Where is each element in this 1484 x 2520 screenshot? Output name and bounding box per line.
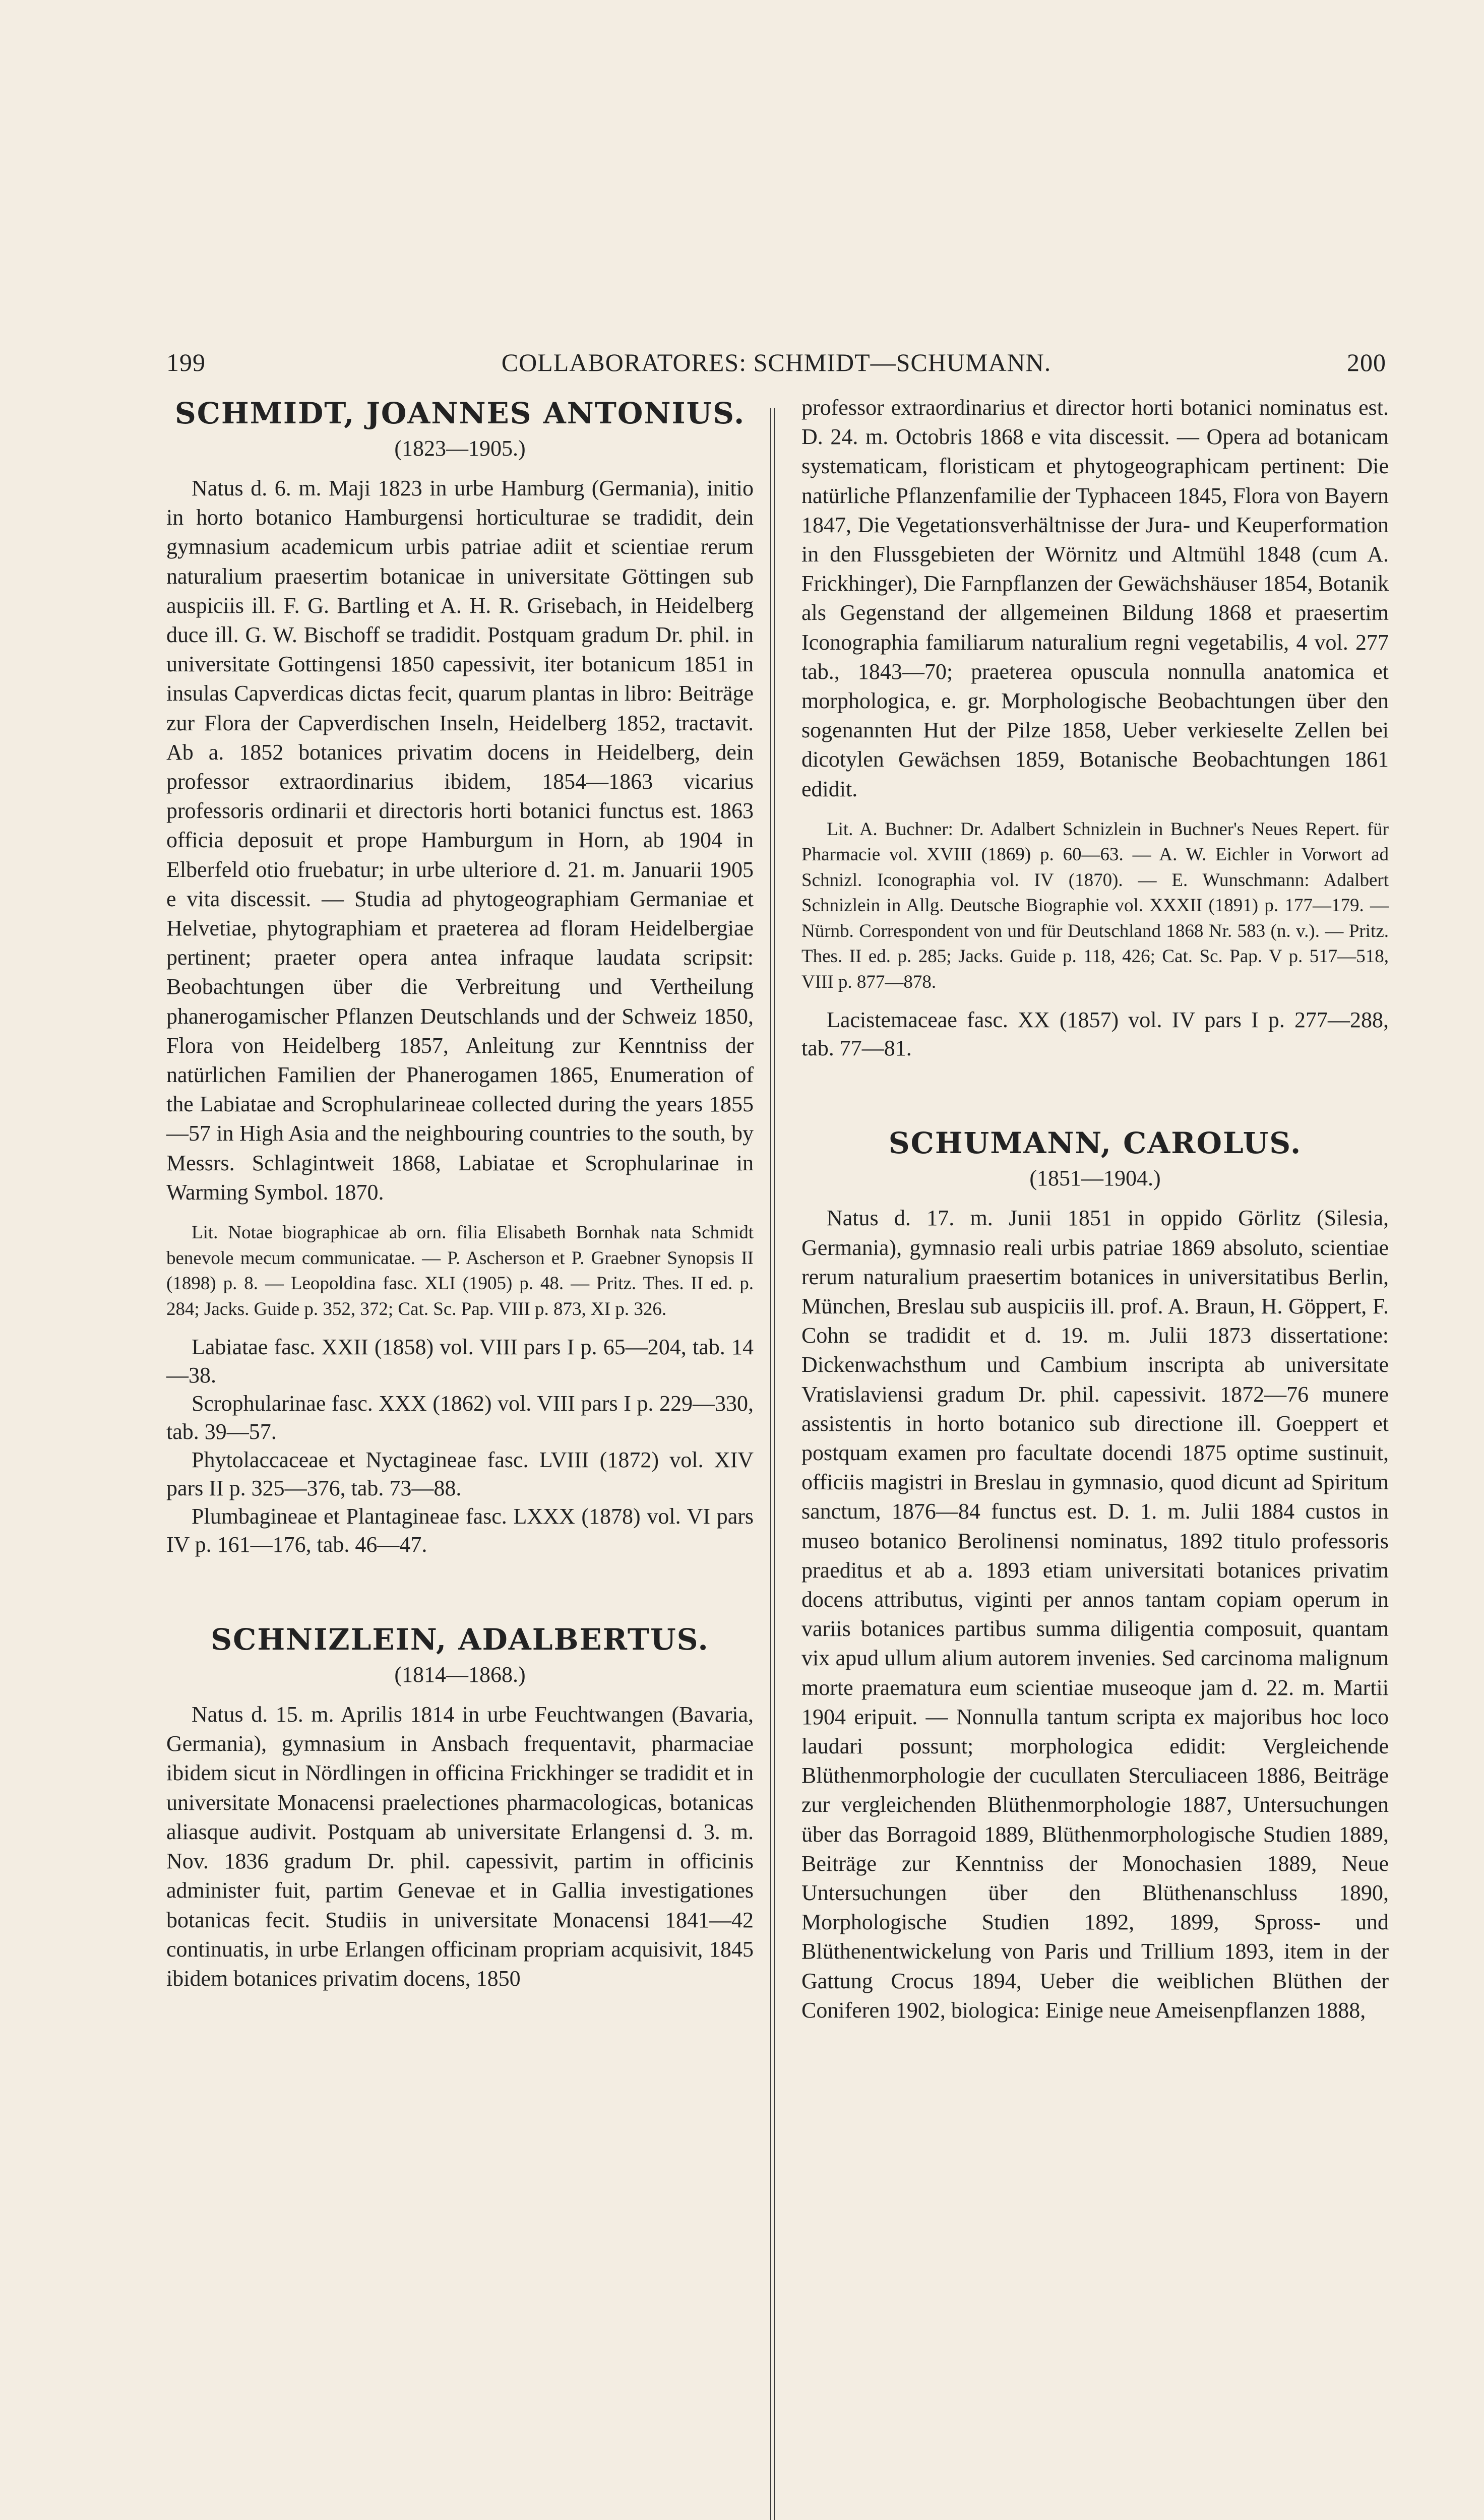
entry-schnizlein-continued <box>801 393 1389 1062</box>
entry-heading: SCHNIZLEIN, ADALBERTUS. <box>211 1622 709 1657</box>
entry-dates: (1823—1905.) <box>394 436 526 461</box>
entry-heading: SCHUMANN, CAROLUS. <box>888 1126 1302 1161</box>
fascicle-item: Labiatae fasc. XXII (1858) vol. VIII pars I p. 65—204, tab. 14—38. <box>166 1335 754 1388</box>
entry-biography: Natus d. 6. m. Maji 1823 in urbe Hamburg (Germania), initio in horto botanico Hamburgensi horticulturae se tradidit, dein gymnasium academicum urbis patriae adiit et scientiae rerum naturalium praesertim botanicae in universitate Göttingen sub auspiciis ill. F. G. Bartling et A. H. R. Grisebach, in Heidelberg duce ill. G. W. Bischoff se tradidit. Postquam gradum Dr. phil. in universitate Gottingensi 1850 capessivit, iter botanicum 1851 in insulas Capverdicas dictas fecit, quarum plantas in libro: Beiträge zur Flora der Capverdischen Inseln, Heidelberg 1852, tractavit. Ab a. 1852 botanices privatim docens in Heidelberg, dein professor extraordinarius ibidem, 1854—1863 vicarius professoris ordinarii et directoris horti botanici functus est. 1863 officia deposuit et prope Hamburgum in Horn, ab 1904 in Elberfeld otio fruebatur; in urbe ulteriore d. 21. m. Januarii 1905 e vita discessit. — Studia ad phytogeographiam Germaniae et Helvetiae, phytographiam et praeterea ad floram Heidelbergiae pertinent; praeter opera antea infraque laudata scripsit: Beobachtungen über die Verbreitung und Vertheilung phanerogamischer Pflanzen Deutschlands und der Schweiz 1850, Flora von Heidelberg 1857, Anleitung zur Kenntniss der natürlichen Familien der Phanerogamen 1865, Enumeration of the Labiatae and Scrophularineae collected during the years 1855—57 in High Asia and the neighbouring countries to the south, by Messrs. Schlagintweit 1868, Labiatae et Scrophularinae in Warming Symbol. 1870. <box>166 476 754 1205</box>
entry-biography: Natus d. 15. m. Aprilis 1814 in urbe Feuchtwangen (Bavaria, Germania), gymnasium in Ansbach frequentavit, pharmaciae ibidem sicut in Nördlingen in officina Frickhinger se tradidit et in universitate Monacensi praelectiones pharmacologicas, botanicas aliasque audivit. Postquam ab universitate Erlangensi d. 3. m. Nov. 1836 gradum Dr. phil. capessivit, partim in officinis administer fuit, partim Genevae et in Gallia investigationes botanicas fecit. Studiis in universitate Monacensi 1841—42 continuatis, in urbe Erlangen officinam propriam acquisivit, 1845 ibidem botanices privatim docens, 1850 <box>166 1702 754 1991</box>
entry-dates: (1814—1868.) <box>394 1662 526 1687</box>
page-number-right: 200 <box>1347 348 1386 376</box>
entry-schumann <box>801 1123 1389 2025</box>
fascicle-list <box>801 1006 1389 1062</box>
entry-biography: Natus d. 17. m. Junii 1851 in oppido Görlitz (Silesia, Germania), gymnasio reali urbis patriae 1869 absoluto, scientiae rerum naturalium praesertim botanices in universitatibus Berlin, München, Breslau sub auspiciis ill. prof. A. Braun, H. Göppert, F. Cohn se tradidit et d. 19. m. Julii 1873 dissertatione: Dickenwachsthum und Cambium inscripta ab universitate Vratislaviensi gradum Dr. phil. capessivit. 1872—76 munere assistentis in horto botanico sub directione ill. Goeppert et postquam examen pro facultate docendi 1875 optime sustinuit, officiis magistri in Breslau in gymnasio, quod dicunt ad Spiritum sanctum, 1876—84 functus est. D. 1. m. Julii 1884 custos in museo botanico Berolinensi nominatus, 1892 titulo professoris praeditus et ab a. 1893 etiam universitati botanices privatim docens attributus, viginti per annos tantam copiam operum in variis botanices partibus summa diligentia composuit, quantam vix apud ullum alium autorem invenies. Sed carcinoma malignum morte praematura eum scientiae museoque jam d. 22. m. Martii 1904 eripuit. — Nonnulla tantum scripta ex majoribus hoc loco laudari possunt; morphologica edidit: Vergleichende Blüthenmorphologie der cucullaten Sterculiaceen 1886, Beiträge zur vergleichenden Blüthenmorphologie 1887, Untersuchungen über das Borragoid 1889, Blüthenmorphologische Studien 1889, Beiträge zur Kenntniss der Monochasien 1889, Neue Untersuchungen über den Blüthenanschluss 1890, Morphologische Studien 1892, 1899, Spross- und Blüthenentwickelung von Paris und Trillium 1893, item in der Gattung Crocus 1894, Ueber die weiblichen Blüthen der Coniferen 1902, biologica: Einige neue Ameisenpflanzen 1888, <box>801 1206 1389 2023</box>
page-number-left: 199 <box>166 348 206 376</box>
entry-schmidt <box>166 393 754 1559</box>
fascicle-item: Scrophularinae fasc. XXX (1862) vol. VIII pars I p. 229—330, tab. 39—57. <box>166 1391 754 1444</box>
entry-heading: SCHMIDT, JOANNES ANTONIUS. <box>174 396 746 430</box>
fascicle-item: Plumbagineae et Plantagineae fasc. LXXX (1878) vol. VI pars IV p. 161—176, tab. 46—47. <box>166 1504 754 1557</box>
running-header <box>166 348 1386 383</box>
entry-biography-continued: professor extraordinarius et director horti botanici nominatus est. D. 24. m. Octobris 1868 e vita discessit. — Opera ad botanicam systematicam, floristicam et phytogeographicam pertinent: Die natürliche Pflanzenfamilie der Typhaceen 1845, Flora von Bayern 1847, Die Vegetationsverhältnisse der Jura- und Keuperformation in den Flussgebieten der Wörnitz und Altmühl 1848 (cum A. Frickhinger), Die Farnpflanzen der Gewächshäuser 1854, Botanik als Gegenstand der allgemeinen Bildung 1868 et praesertim Iconographia familiarum naturalium regni vegetabilis, 4 vol. 277 tab., 1843—70; praeterea opuscula nonnulla anatomica et morphologica, e. gr. Morphologische Beobachtungen über den sogenannten Hut der Pilze 1858, Ueber verkieselte Zellen bei dicotylen Gewächsen 1859, Botanische Beobachtungen 1861 edidit. <box>801 395 1389 801</box>
entry-schnizlein <box>166 1619 754 1993</box>
entry-dates: (1851—1904.) <box>1029 1166 1161 1191</box>
running-title: COLLABORATORES: SCHMIDT—SCHUMANN. <box>501 348 1052 376</box>
column-divider <box>770 408 775 2520</box>
literature-note: Lit. Notae biographicae ab orn. filia Elisabeth Bornhak nata Schmidt benevole mecum communicatae. — P. Ascherson et P. Graebner Synopsis II (1898) p. 8. — Leopoldina fasc. XLI (1905) p. 48. — Pritz. Thes. II ed. p. 284; Jacks. Guide p. 352, 372; Cat. Sc. Pap. VIII p. 873, XI p. 326. <box>166 1222 754 1319</box>
fascicle-list <box>166 1333 754 1559</box>
column-left <box>166 393 754 1993</box>
fascicle-item: Lacistemaceae fasc. XX (1857) vol. IV pars I p. 277—288, tab. 77—81. <box>801 1007 1389 1061</box>
fascicle-item: Phytolaccaceae et Nyctagineae fasc. LVIII (1872) vol. XIV pars II p. 325—376, tab. 73—88. <box>166 1447 754 1501</box>
literature-note: Lit. A. Buchner: Dr. Adalbert Schnizlein in Buchner's Neues Repert. für Pharmacie vol. XVIII (1869) p. 60—63. — A. W. Eichler in Vorwort ad Schnizl. Iconographia vol. IV (1870). — E. Wunschmann: Adalbert Schnizlein in Allg. Deutsche Biographie vol. XXXII (1891) p. 177—179. — Nürnb. Correspondent von und für Deutschland 1868 Nr. 583 (n. v.). — Pritz. Thes. II ed. p. 285; Jacks. Guide p. 118, 426; Cat. Sc. Pap. V p. 517—518, VIII p. 877—878. <box>801 818 1389 992</box>
column-right <box>801 393 1389 2025</box>
